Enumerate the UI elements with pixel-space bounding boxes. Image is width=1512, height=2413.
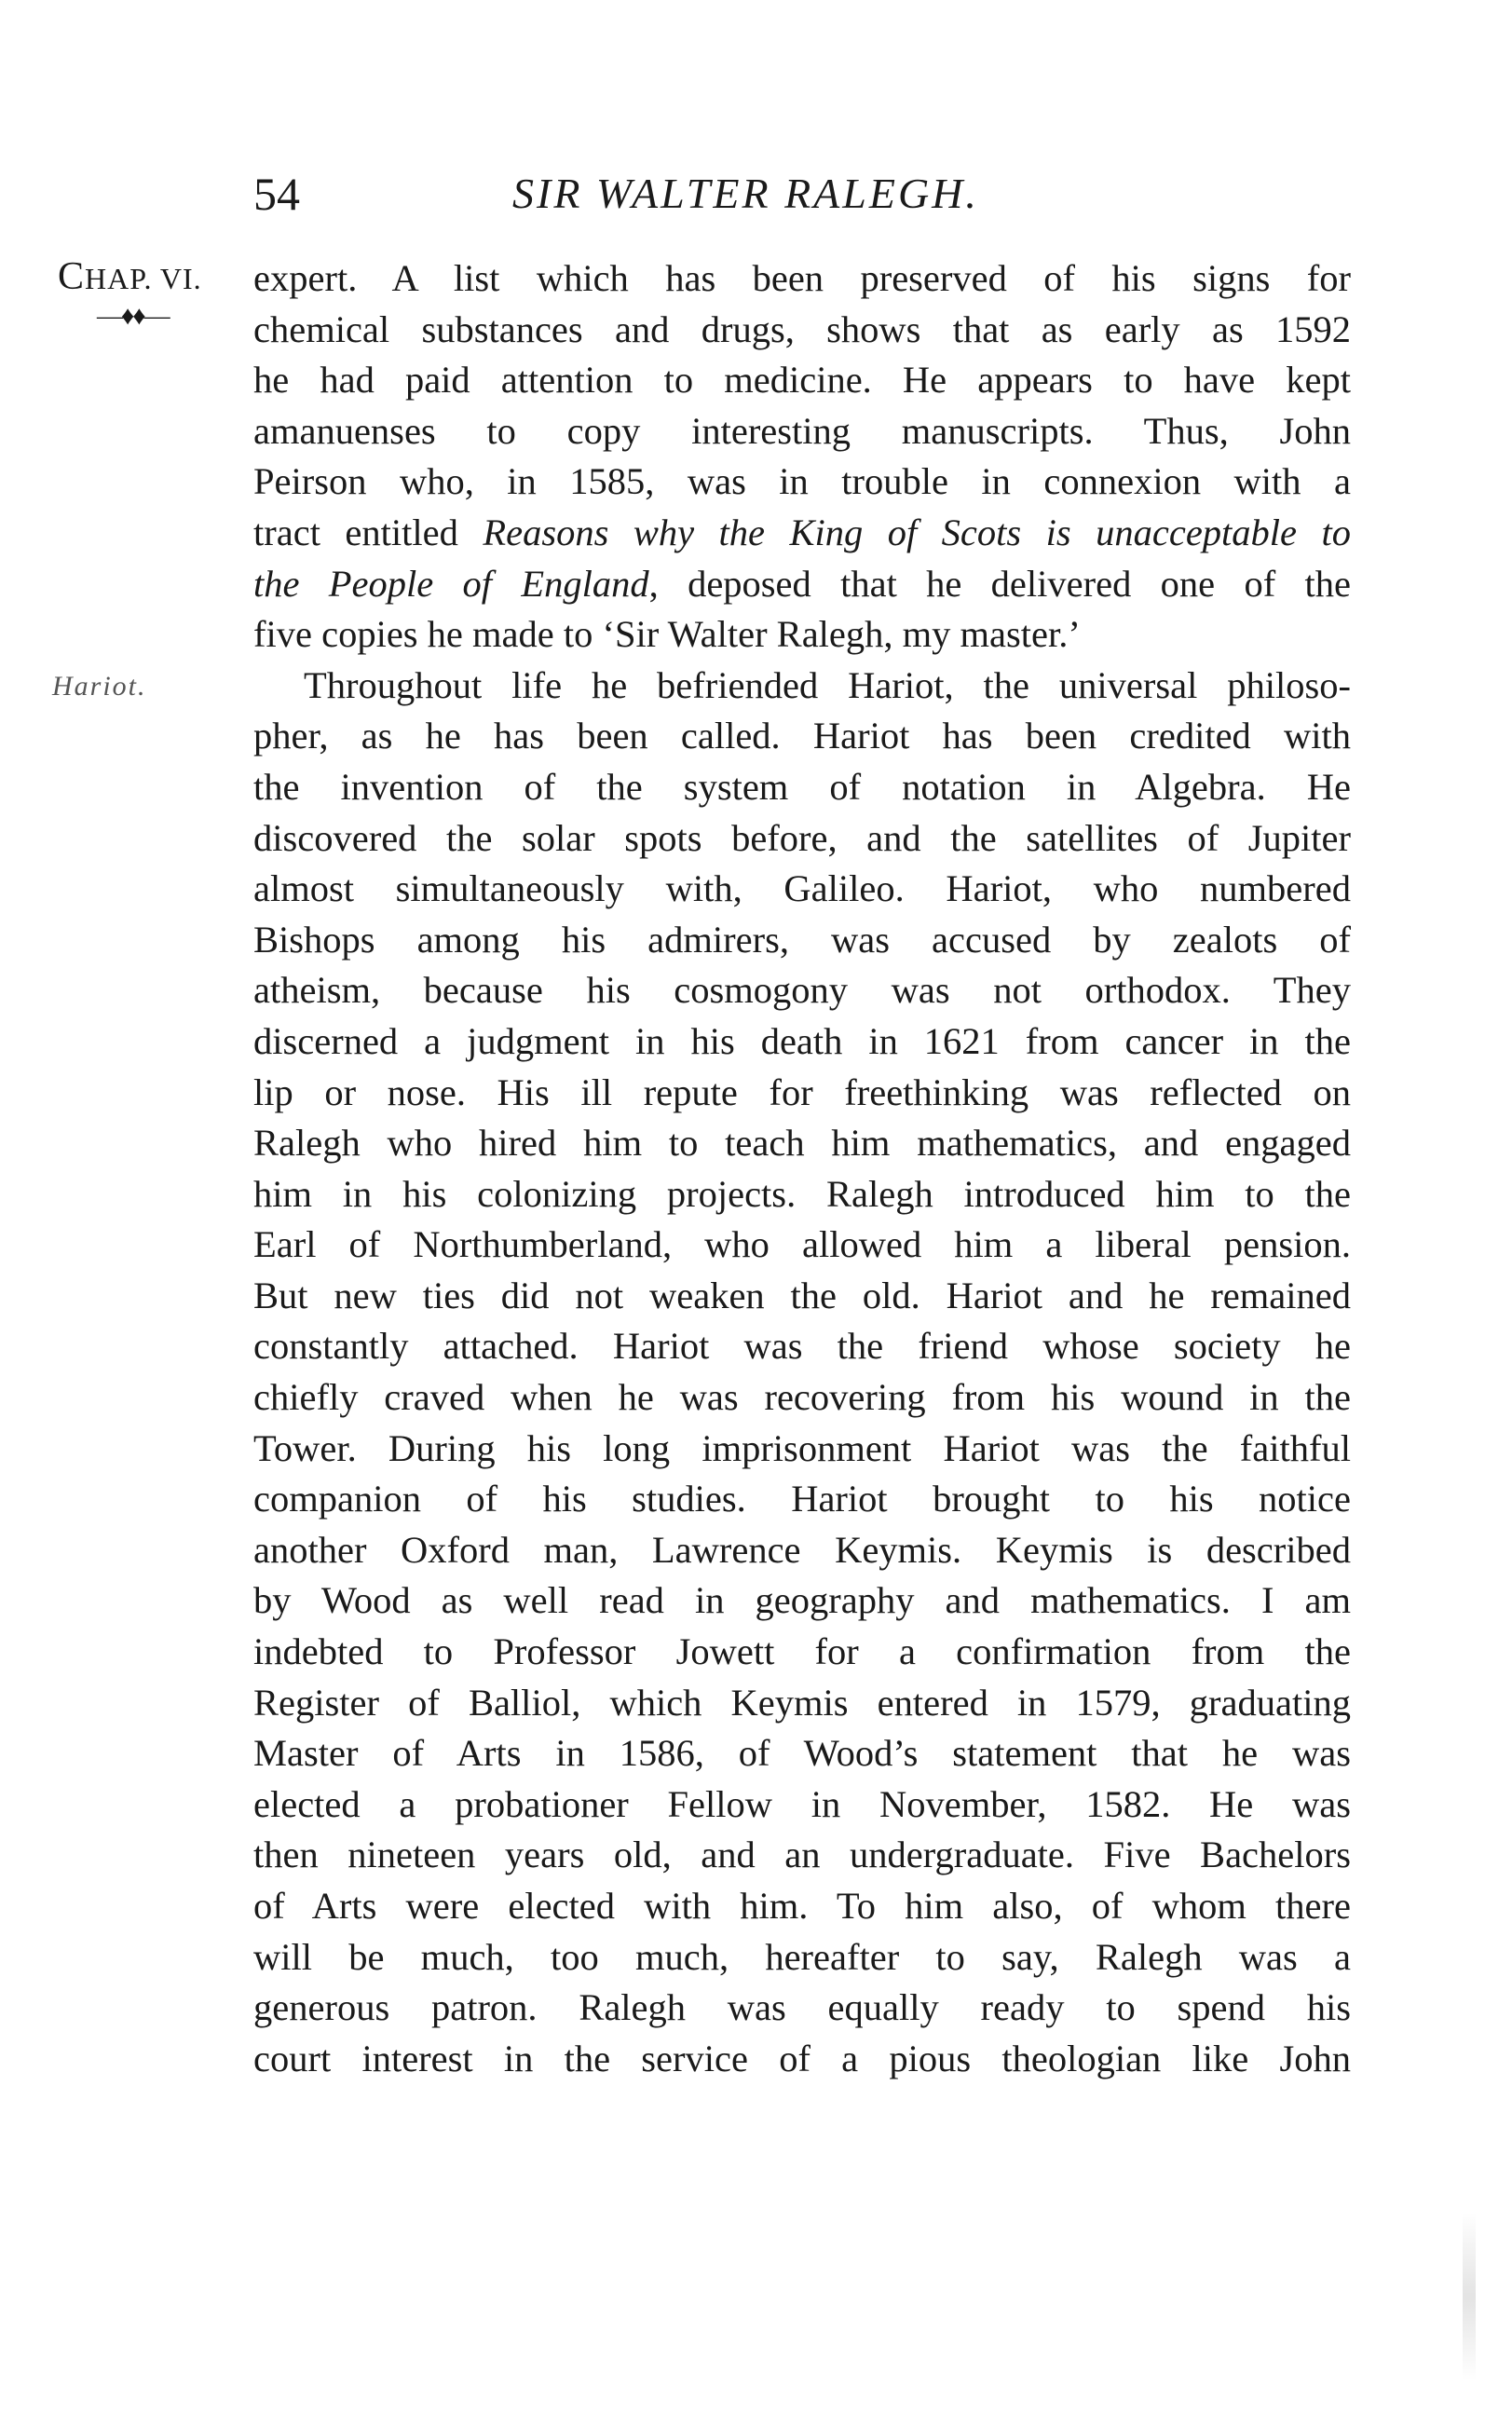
text-line: Peirson who, in 1585, was in trouble in connexion with a: [253, 460, 1351, 503]
text-line: expert. A list which has been preserved of his signs for: [253, 257, 1351, 299]
margin-note-hariot: Hariot.: [52, 671, 147, 702]
text-line: Bishops among his admirers, was accused by zealots of: [253, 918, 1351, 961]
text-line: Tower. During his long imprisonment Hariot was the faithful: [253, 1426, 1351, 1469]
text-line: elected a probationer Fellow in November, 1582. He was: [253, 1782, 1351, 1825]
text-line: Master of Arts in 1586, of Wood’s statement that he was: [253, 1732, 1351, 1775]
text-line: [253, 559, 1351, 610]
text-line: Register of Balliol, which Keymis entered in 1579, graduating: [253, 1681, 1351, 1724]
text-line: Earl of Northumberland, who allowed him a liberal pension.: [253, 1223, 1351, 1266]
text-line: But new ties did not weaken the old. Hariot and he remained: [253, 1274, 1351, 1316]
text-line: Ralegh who hired him to teach him mathematics, and engaged: [253, 1122, 1351, 1165]
chapter-label: [58, 253, 202, 302]
page-stain: [1463, 2213, 1476, 2380]
text-line: by Wood as well read in geography and mathematics. I am: [253, 1579, 1351, 1622]
text-line: Throughout life he befriended Hariot, the universal philoso-: [304, 663, 1351, 706]
text-line: he had paid attention to medicine. He appears to have kept: [253, 359, 1351, 402]
page-number: 54: [253, 168, 300, 220]
ornament-icon: —♦♦—: [97, 302, 169, 331]
text-line: constantly attached. Hariot was the friend whose society he: [253, 1325, 1351, 1368]
text-line: amanuenses to copy interesting manuscripts. Thus, John: [253, 409, 1351, 452]
text-line: court interest in the service of a pious theologian like John: [253, 2037, 1351, 2079]
body-text: [253, 253, 1351, 2084]
running-head: SIR WALTER RALEGH.: [512, 170, 979, 217]
text-line: him in his colonizing projects. Ralegh introduced him to the: [253, 1172, 1351, 1215]
text-line: the invention of the system of notation in Algebra. He: [253, 765, 1351, 808]
chapter-label-initial: C: [58, 255, 86, 298]
text-line: will be much, too much, hereafter to say, Ralegh was a: [253, 1935, 1351, 1978]
text-line: [253, 508, 1351, 559]
text-line-rest: , deposed that he delivered one of the: [648, 562, 1351, 605]
text-line: chemical substances and drugs, shows that as early as 1592: [253, 307, 1351, 350]
italic-title: Reasons why the King of Scots is unacceptable to: [483, 511, 1352, 553]
text-line: generous patron. Ralegh was equally ready to spend his: [253, 1986, 1351, 2029]
text-line-start: tract entitled: [253, 511, 458, 553]
text-line: discerned a judgment in his death in 1621 from cancer in the: [253, 1019, 1351, 1062]
text-line: chiefly craved when he was recovering from his wound in the: [253, 1376, 1351, 1419]
italic-title-continued: the People of England: [253, 562, 649, 605]
text-line: companion of his studies. Hariot brought to his notice: [253, 1478, 1351, 1520]
text-line: five copies he made to ‘Sir Walter Ralegh, my master.’: [253, 613, 1081, 656]
text-line: atheism, because his cosmogony was not orthodox. They: [253, 969, 1351, 1012]
text-line: indebted to Professor Jowett for a confirmation from the: [253, 1630, 1351, 1673]
text-line: then nineteen years old, and an undergraduate. Five Bachelors: [253, 1834, 1351, 1876]
text-line: of Arts were elected with him. To him also, of whom there: [253, 1885, 1351, 1927]
text-line: almost simultaneously with, Galileo. Hariot, who numbered: [253, 867, 1351, 910]
text-line: pher, as he has been called. Hariot has been credited with: [253, 715, 1351, 757]
text-line: another Oxford man, Lawrence Keymis. Keymis is described: [253, 1528, 1351, 1571]
chapter-label-rest: HAP. VI.: [85, 262, 202, 295]
text-line: lip or nose. His ill repute for freethinking was reflected on: [253, 1070, 1351, 1113]
text-line: discovered the solar spots before, and the satellites of Jupiter: [253, 816, 1351, 859]
